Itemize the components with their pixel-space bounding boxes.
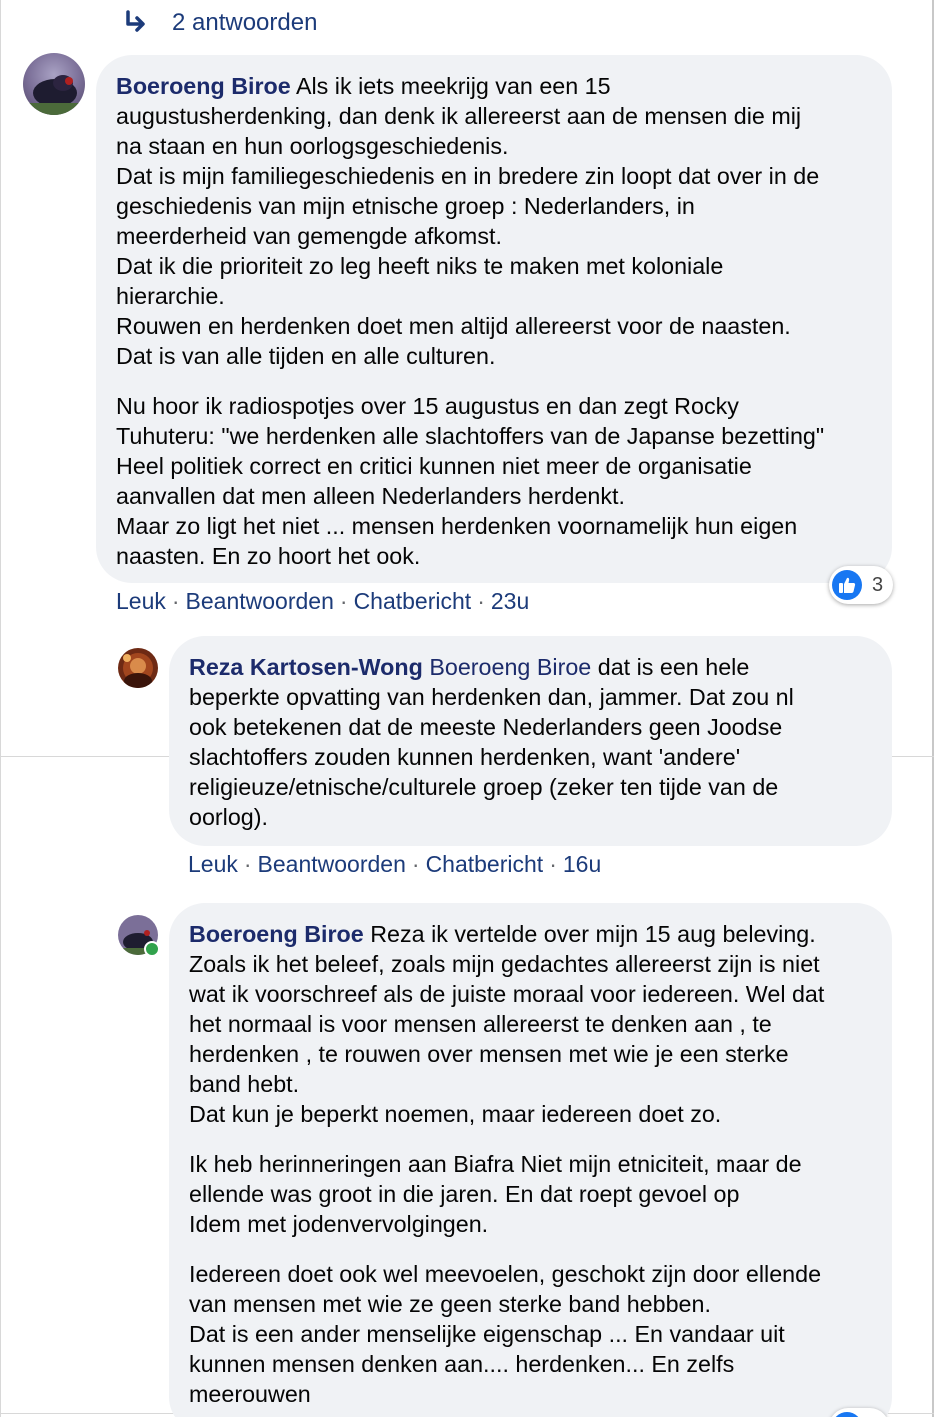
comment-text-line: oorlog). [189, 804, 268, 830]
profile-photo-icon [118, 648, 158, 688]
comment-text-line: na staan en hun oorlogsgeschiedenis. [116, 133, 509, 159]
comment-text-line: religieuze/etnische/culturele groep (zeker ten tijde van de [189, 774, 779, 800]
mention-link[interactable]: Boeroeng Biroe [429, 654, 592, 680]
reply-button[interactable]: Beantwoorden [185, 588, 334, 614]
comment-text-line: Dat is mijn familiegeschiedenis en in bredere zin loopt dat over in de [116, 163, 820, 189]
comment-text-line: meerouwen [189, 1381, 311, 1407]
comment-text-line: het normaal is voor mensen allereerst te denken aan , te [189, 1011, 772, 1037]
view-replies-label: 2 antwoorden [172, 9, 318, 36]
comment-author[interactable]: Boeroeng Biroe [116, 73, 291, 99]
reply-arrow-icon [122, 8, 152, 38]
timestamp[interactable]: 16u [562, 851, 602, 877]
comment-text-line: Idem met jodenvervolgingen. [189, 1211, 489, 1237]
comment-text-line: aanvallen dat men alleen Nederlanders herdenkt. [116, 483, 625, 509]
left-border [0, 0, 1, 1417]
like-button[interactable]: Leuk [188, 851, 238, 877]
comment-text-line: band hebt. [189, 1071, 300, 1097]
comment-actions [188, 851, 601, 878]
comment-text-line: Dat ik die prioriteit zo leg heeft niks te maken met koloniale [116, 253, 724, 279]
comment-text-line: herdenken , te rouwen over mensen met wie je een sterke [189, 1041, 789, 1067]
comment-author[interactable]: Reza Kartosen-Wong [189, 654, 423, 680]
chat-button[interactable]: Chatbericht [353, 588, 472, 614]
comment-actions [116, 588, 529, 615]
thumbs-up-icon [832, 570, 862, 600]
reaction-summary[interactable] [829, 566, 893, 604]
comment-text-line: beperkte opvatting van herdenken dan, jammer. Dat zou nl [189, 684, 794, 710]
comment-text-line: ellende was groot in die jaren. En dat roept gevoel op [189, 1181, 740, 1207]
comment-text-line: slachtoffers zouden kunnen herdenken, want 'andere' [189, 744, 741, 770]
comment-author[interactable]: Boeroeng Biroe [189, 921, 364, 947]
comment-paragraph [189, 1259, 872, 1409]
comment-text-line: Als ik iets meekrijg van een 15 [295, 73, 611, 99]
comment-text-line: ook betekenen dat de meeste Nederlanders geen Joodse [189, 714, 783, 740]
view-replies-link[interactable] [122, 8, 317, 38]
comment-text-line: naasten. En zo hoort het ook. [116, 543, 421, 569]
comment-text-line: Dat is een ander menselijke eigenschap ... En vandaar uit [189, 1321, 785, 1347]
separator-dot: · [549, 851, 557, 877]
comment-paragraph [189, 1149, 872, 1239]
comment-text-line: van mensen met wie ze geen sterke band hebben. [189, 1291, 711, 1317]
comment-text-line: Tuhuteru: "we herdenken alle slachtoffers van de Japanse bezetting" [116, 423, 825, 449]
timestamp[interactable]: 23u [490, 588, 530, 614]
comment-text-line: geschiedenis van mijn etnische groep : Nederlanders, in [116, 193, 695, 219]
comment-text-line: Dat kun je beperkt noemen, maar iedereen doet zo. [189, 1101, 722, 1127]
comment-text-line: dat is een hele [597, 654, 750, 680]
comment-text-line: Iedereen doet ook wel meevoelen, geschokt zijn door ellende [189, 1261, 822, 1287]
comment-text-line: Zoals ik het beleef, zoals mijn gedachtes allereerst zijn is niet [189, 951, 820, 977]
comment-text-line: meerderheid van gemengde afkomst. [116, 223, 502, 249]
comment-text-line: wat ik voorschreef als de juiste moraal voor iedereen. Wel dat [189, 981, 825, 1007]
thumbs-up-icon [832, 1412, 862, 1417]
comment-text-line: Heel politiek correct en critici kunnen niet meer de organisatie [116, 453, 752, 479]
comment-text-line: kunnen mensen denken aan.... herdenken... En zelfs [189, 1351, 735, 1377]
comment-text-line: augustusherdenking, dan denk ik allereerst aan de mensen die mij [116, 103, 802, 129]
comment-text-line: Nu hoor ik radiospotjes over 15 augustus en dan zegt Rocky [116, 393, 739, 419]
separator-dot: · [171, 588, 180, 614]
reply-bubble [169, 636, 892, 846]
comment-text-line: Dat is van alle tijden en alle culturen. [116, 343, 496, 369]
comment-text-line: hierarchie. [116, 283, 225, 309]
comment-paragraph [116, 391, 872, 571]
comment-text-line: Ik heb herinneringen aan Biafra Niet mijn etniciteit, maar de [189, 1151, 802, 1177]
reaction-count: 3 [872, 573, 884, 596]
avatar-reza-kartosen-wong[interactable] [118, 648, 158, 688]
comment-text-line: Rouwen en herdenken doet men altijd allereerst voor de naasten. [116, 313, 791, 339]
comment-paragraph [116, 71, 872, 371]
avatar-boeroeng-biroe[interactable] [23, 53, 85, 115]
comment-paragraph [189, 652, 872, 832]
profile-photo-icon [23, 53, 85, 115]
reply-button[interactable]: Beantwoorden [257, 851, 406, 877]
separator-dot: · [477, 588, 485, 614]
separator-dot: · [339, 588, 348, 614]
reply-bubble [169, 903, 892, 1417]
online-status-icon [144, 941, 160, 957]
comment-text-line: Maar zo ligt het niet ... mensen herdenken voornamelijk hun eigen [116, 513, 798, 539]
comment-text-line: Reza ik vertelde over mijn 15 aug beleving. [370, 921, 816, 947]
comment-paragraph [189, 919, 872, 1129]
separator-dot: · [411, 851, 420, 877]
chat-button[interactable]: Chatbericht [425, 851, 544, 877]
separator-dot: · [243, 851, 252, 877]
like-button[interactable]: Leuk [116, 588, 166, 614]
comment-bubble [96, 55, 892, 583]
